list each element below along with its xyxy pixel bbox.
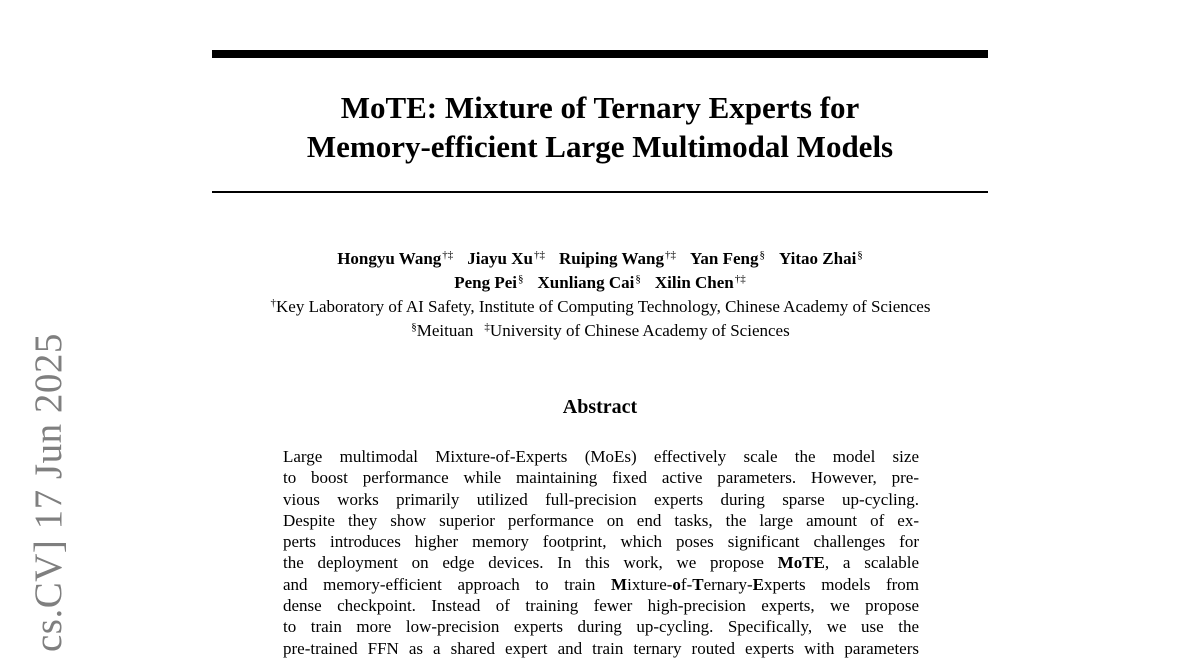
abstract-line: the deployment on edge devices. In this work, we propose MoTE, a scalable (283, 553, 919, 573)
title-line-1: MoTE: Mixture of Ternary Experts for (340, 90, 860, 125)
author-line-1 (150, 248, 1050, 272)
author-name: Xilin Chen†‡ (654, 273, 746, 292)
author-name: Peng Pei§ (454, 273, 524, 292)
author-line-2 (150, 272, 1050, 296)
author-block (150, 248, 1050, 344)
title-top-rule (212, 50, 988, 58)
title-line-2: Memory-efficient Large Multimodal Models (306, 129, 894, 164)
abstract-line: dense checkpoint. Instead of training fewer high-precision experts, we propose (283, 596, 919, 616)
abstract-line: Large multimodal Mixture-of-Experts (MoEs) effectively scale the model size (283, 447, 919, 466)
affiliation-line-2: §Meituan ‡University of Chinese Academy of Sciences (411, 321, 790, 340)
author-name: Hongyu Wang†‡ (337, 249, 454, 268)
abstract-line: and memory-efficient approach to train Mixture-of-Ternary-Experts models from (283, 574, 919, 594)
abstract-line: pre-trained FFN as a shared expert and train ternary routed experts with parameters (283, 638, 919, 658)
paper-title (212, 88, 988, 166)
title-bottom-rule (212, 191, 988, 193)
author-name: Xunliang Cai§ (537, 273, 641, 292)
author-name: Jiayu Xu†‡ (467, 249, 545, 268)
abstract-line: to boost performance while maintaining fixed active parameters. However, pre- (283, 468, 919, 488)
author-name: Yitao Zhai§ (779, 249, 863, 268)
abstract-heading: Abstract (562, 396, 638, 418)
abstract-text (283, 446, 919, 659)
abstract-line: perts introduces higher memory footprint, which poses significant challenges for (283, 532, 919, 552)
author-name: Yan Feng§ (690, 249, 765, 268)
abstract-line: vious works primarily utilized full-precision experts during sparse up-cycling. (283, 489, 919, 509)
abstract-line: Despite they show superior performance on end tasks, the large amount of ex- (283, 510, 919, 530)
affiliation-line-1: †Key Laboratory of AI Safety, Institute of Computing Technology, Chinese Academy of Sciences (270, 297, 931, 316)
arxiv-sidebar-stamp: cs.CV] 17 Jun 2025 (27, 333, 70, 652)
abstract-line: to train more low-precision experts during up-cycling. Specifically, we use the (283, 617, 919, 637)
author-name: Ruiping Wang†‡ (558, 249, 677, 268)
